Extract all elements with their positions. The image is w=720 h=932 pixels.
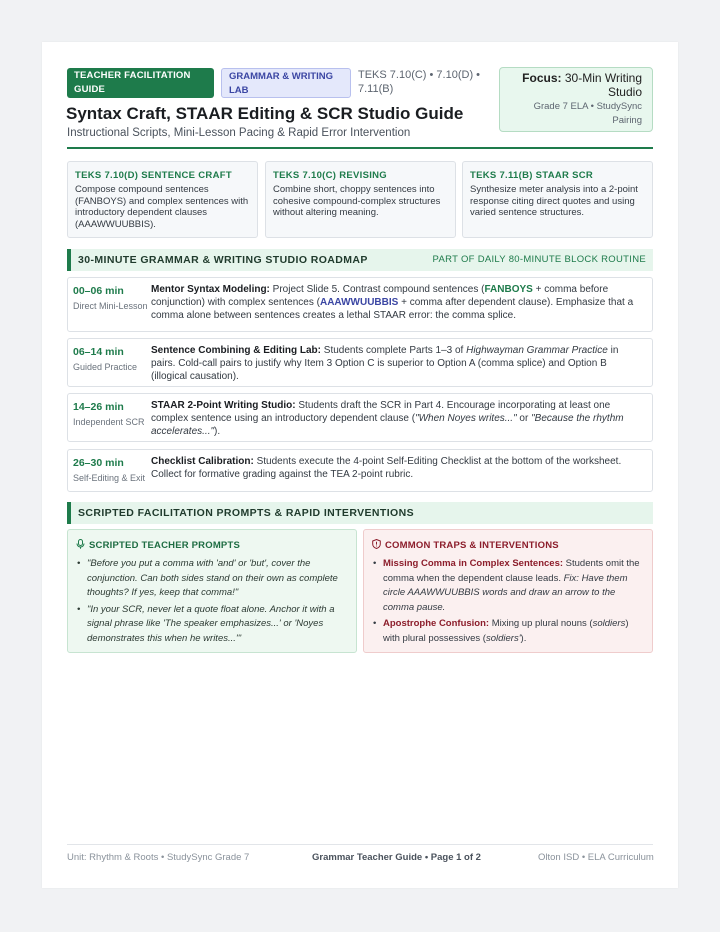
traps-title: COMMON TRAPS & INTERVENTIONS: [385, 540, 559, 551]
row-time: 00–06 min: [73, 285, 124, 297]
footer-page: Grammar Teacher Guide • Page 1 of 2: [312, 852, 481, 863]
row-text: Students draft the SCR in Part 4. Encourage incorporating at least one complex sentence using an introductory dependent clause (: [151, 400, 611, 424]
roadmap-title: 30-MINUTE GRAMMAR & WRITING STUDIO ROADMAP: [78, 254, 368, 266]
aaawwuubbis-keyword: AAAWWUUBBIS: [319, 297, 399, 308]
teks-standards: TEKS 7.10(C) • 7.10(D) • 7.11(B): [358, 69, 481, 95]
microphone-icon: [76, 539, 85, 552]
focus-label: Focus:: [522, 71, 562, 85]
example-quote: "When Noyes writes...": [415, 413, 517, 424]
title-divider: [67, 147, 653, 149]
list-item: • "Before you put a comma with 'and' or 'but', cover the conjunction. Can both sides stand on their own as complete thoughts? If yes, keep that comma!": [76, 557, 348, 601]
row-text: in pairs. Cold-call pairs to justify why Item 3 Option C is superior to Option A (comma splice) and Option B (illogical causation).: [151, 345, 619, 382]
fanboys-keyword: FANBOYS: [484, 284, 533, 295]
roadmap-note: PART OF DAILY 80-MINUTE BLOCK ROUTINE: [432, 254, 646, 265]
teks-card-text: Compose compound sentences (FANBOYS) and complex sentences with introductory dependent clauses (AAAWWUUBBIS).: [75, 184, 249, 230]
row-time: 14–26 min: [73, 401, 124, 413]
teks-card-title: TEKS 7.10(D) SENTENCE CRAFT: [75, 170, 232, 181]
row-heading: Sentence Combining & Editing Lab:: [151, 345, 321, 356]
teks-card-text: Combine short, choppy sentences into cohesive compound-complex structures without altering meaning.: [273, 184, 441, 218]
traps-panel: [363, 529, 653, 653]
prompts-title: SCRIPTED FACILITATION PROMPTS & RAPID INTERVENTIONS: [78, 507, 414, 519]
focus-sub: Grade 7 ELA • StudySync Pairing: [533, 101, 642, 126]
trap-example: soldiers': [485, 632, 521, 644]
teks-card-title: TEKS 7.11(B) STAAR SCR: [470, 170, 594, 181]
teks-card-text: Synthesize meter analysis into a 2-point response citing direct quotes and using varied sentence structures.: [470, 184, 638, 218]
row-text: + comma before conjunction) with complex sentences (: [151, 284, 609, 308]
roadmap-row-self-editing: [67, 449, 653, 492]
trap-text: ).: [520, 632, 527, 644]
teacher-prompts-heading: [76, 539, 348, 552]
trap-fix: Fix: Have them circle AAAWWUUBBIS words and draw an arrow to the comma pause.: [383, 572, 628, 613]
roadmap-row-direct: [67, 277, 653, 332]
guide-page: [42, 42, 678, 888]
lab-badge: GRAMMAR & WRITING LAB: [221, 68, 351, 98]
teacher-prompts-list: [76, 557, 348, 646]
row-time: 06–14 min: [73, 346, 124, 358]
focus-value: 30-Min Writing Studio: [564, 71, 642, 99]
focus-box: [499, 67, 653, 132]
trap-label: Missing Comma in Complex Sentences:: [383, 558, 564, 569]
teks-card-title: TEKS 7.10(C) REVISING: [273, 170, 387, 181]
row-description: [151, 283, 643, 322]
worksheet-title: Highwayman Grammar Practice: [466, 345, 608, 356]
row-text: or: [516, 413, 532, 424]
list-item: • "In your SCR, never let a quote float alone. Anchor it with a signal phrase like 'The speaker emphasizes...' or 'Noyes demonstrates this when he writes...'": [76, 603, 348, 647]
teks-card-staar-scr: [462, 161, 653, 238]
row-text: ).: [214, 426, 221, 437]
row-heading: Checklist Calibration:: [151, 456, 254, 467]
row-phase: Guided Practice: [73, 362, 138, 372]
guide-type-badge: TEACHER FACILITATION GUIDE: [67, 68, 214, 98]
prompts-header: [67, 502, 653, 524]
list-item: [372, 617, 644, 646]
row-text: + comma after dependent clause). Emphasize that a comma alone between sentences creates a lethal STAAR error: the comma splice.: [151, 297, 634, 321]
traps-heading: [372, 539, 644, 552]
trap-label: Apostrophe Confusion:: [383, 618, 490, 629]
trap-text: Students omit the comma when the dependent clause leads.: [383, 558, 640, 584]
row-phase: Direct Mini-Lesson: [73, 301, 148, 311]
footer-district: Olton ISD • ELA Curriculum: [538, 852, 654, 863]
row-time: 26–30 min: [73, 457, 124, 469]
list-item: [372, 557, 644, 615]
row-text: Students complete Parts 1–3 of: [321, 345, 467, 356]
teks-card-revising: [265, 161, 456, 238]
teacher-prompts-title: SCRIPTED TEACHER PROMPTS: [89, 540, 241, 551]
row-phase: Independent SCR: [73, 417, 145, 427]
page-subtitle: Instructional Scripts, Mini-Lesson Pacing & Rapid Error Intervention: [67, 127, 411, 139]
row-text: Project Slide 5. Contrast compound sentences (: [269, 284, 485, 295]
trap-text: ) with plural possessives (: [383, 618, 629, 644]
roadmap-row-independent: [67, 393, 653, 442]
row-heading: STAAR 2-Point Writing Studio:: [151, 400, 296, 411]
row-text: Students execute the 4-point Self-Editing Checklist at the bottom of the worksheet. Collect for formative grading against the TEA 2-point rubric.: [151, 456, 622, 480]
row-heading: Mentor Syntax Modeling:: [151, 284, 270, 295]
teacher-prompts-panel: [67, 529, 357, 653]
teks-card-sentence-craft: [67, 161, 258, 238]
trap-example: soldiers: [592, 618, 626, 629]
page-title: Syntax Craft, STAAR Editing & SCR Studio Guide: [66, 104, 464, 123]
row-phase: Self-Editing & Exit: [73, 473, 146, 483]
roadmap-header: [67, 249, 653, 271]
traps-list: [372, 557, 644, 646]
example-quote: "Because the rhythm accelerates...": [151, 413, 624, 437]
shield-alert-icon: [372, 539, 381, 552]
footer-divider: [67, 844, 653, 845]
row-description: [151, 455, 643, 481]
row-description: [151, 399, 643, 438]
row-description: [151, 344, 643, 383]
footer-unit: Unit: Rhythm & Roots • StudySync Grade 7: [67, 852, 250, 863]
focus-line: [506, 71, 642, 99]
trap-text: Mixing up plural nouns (: [489, 618, 593, 629]
roadmap-row-guided: [67, 338, 653, 387]
